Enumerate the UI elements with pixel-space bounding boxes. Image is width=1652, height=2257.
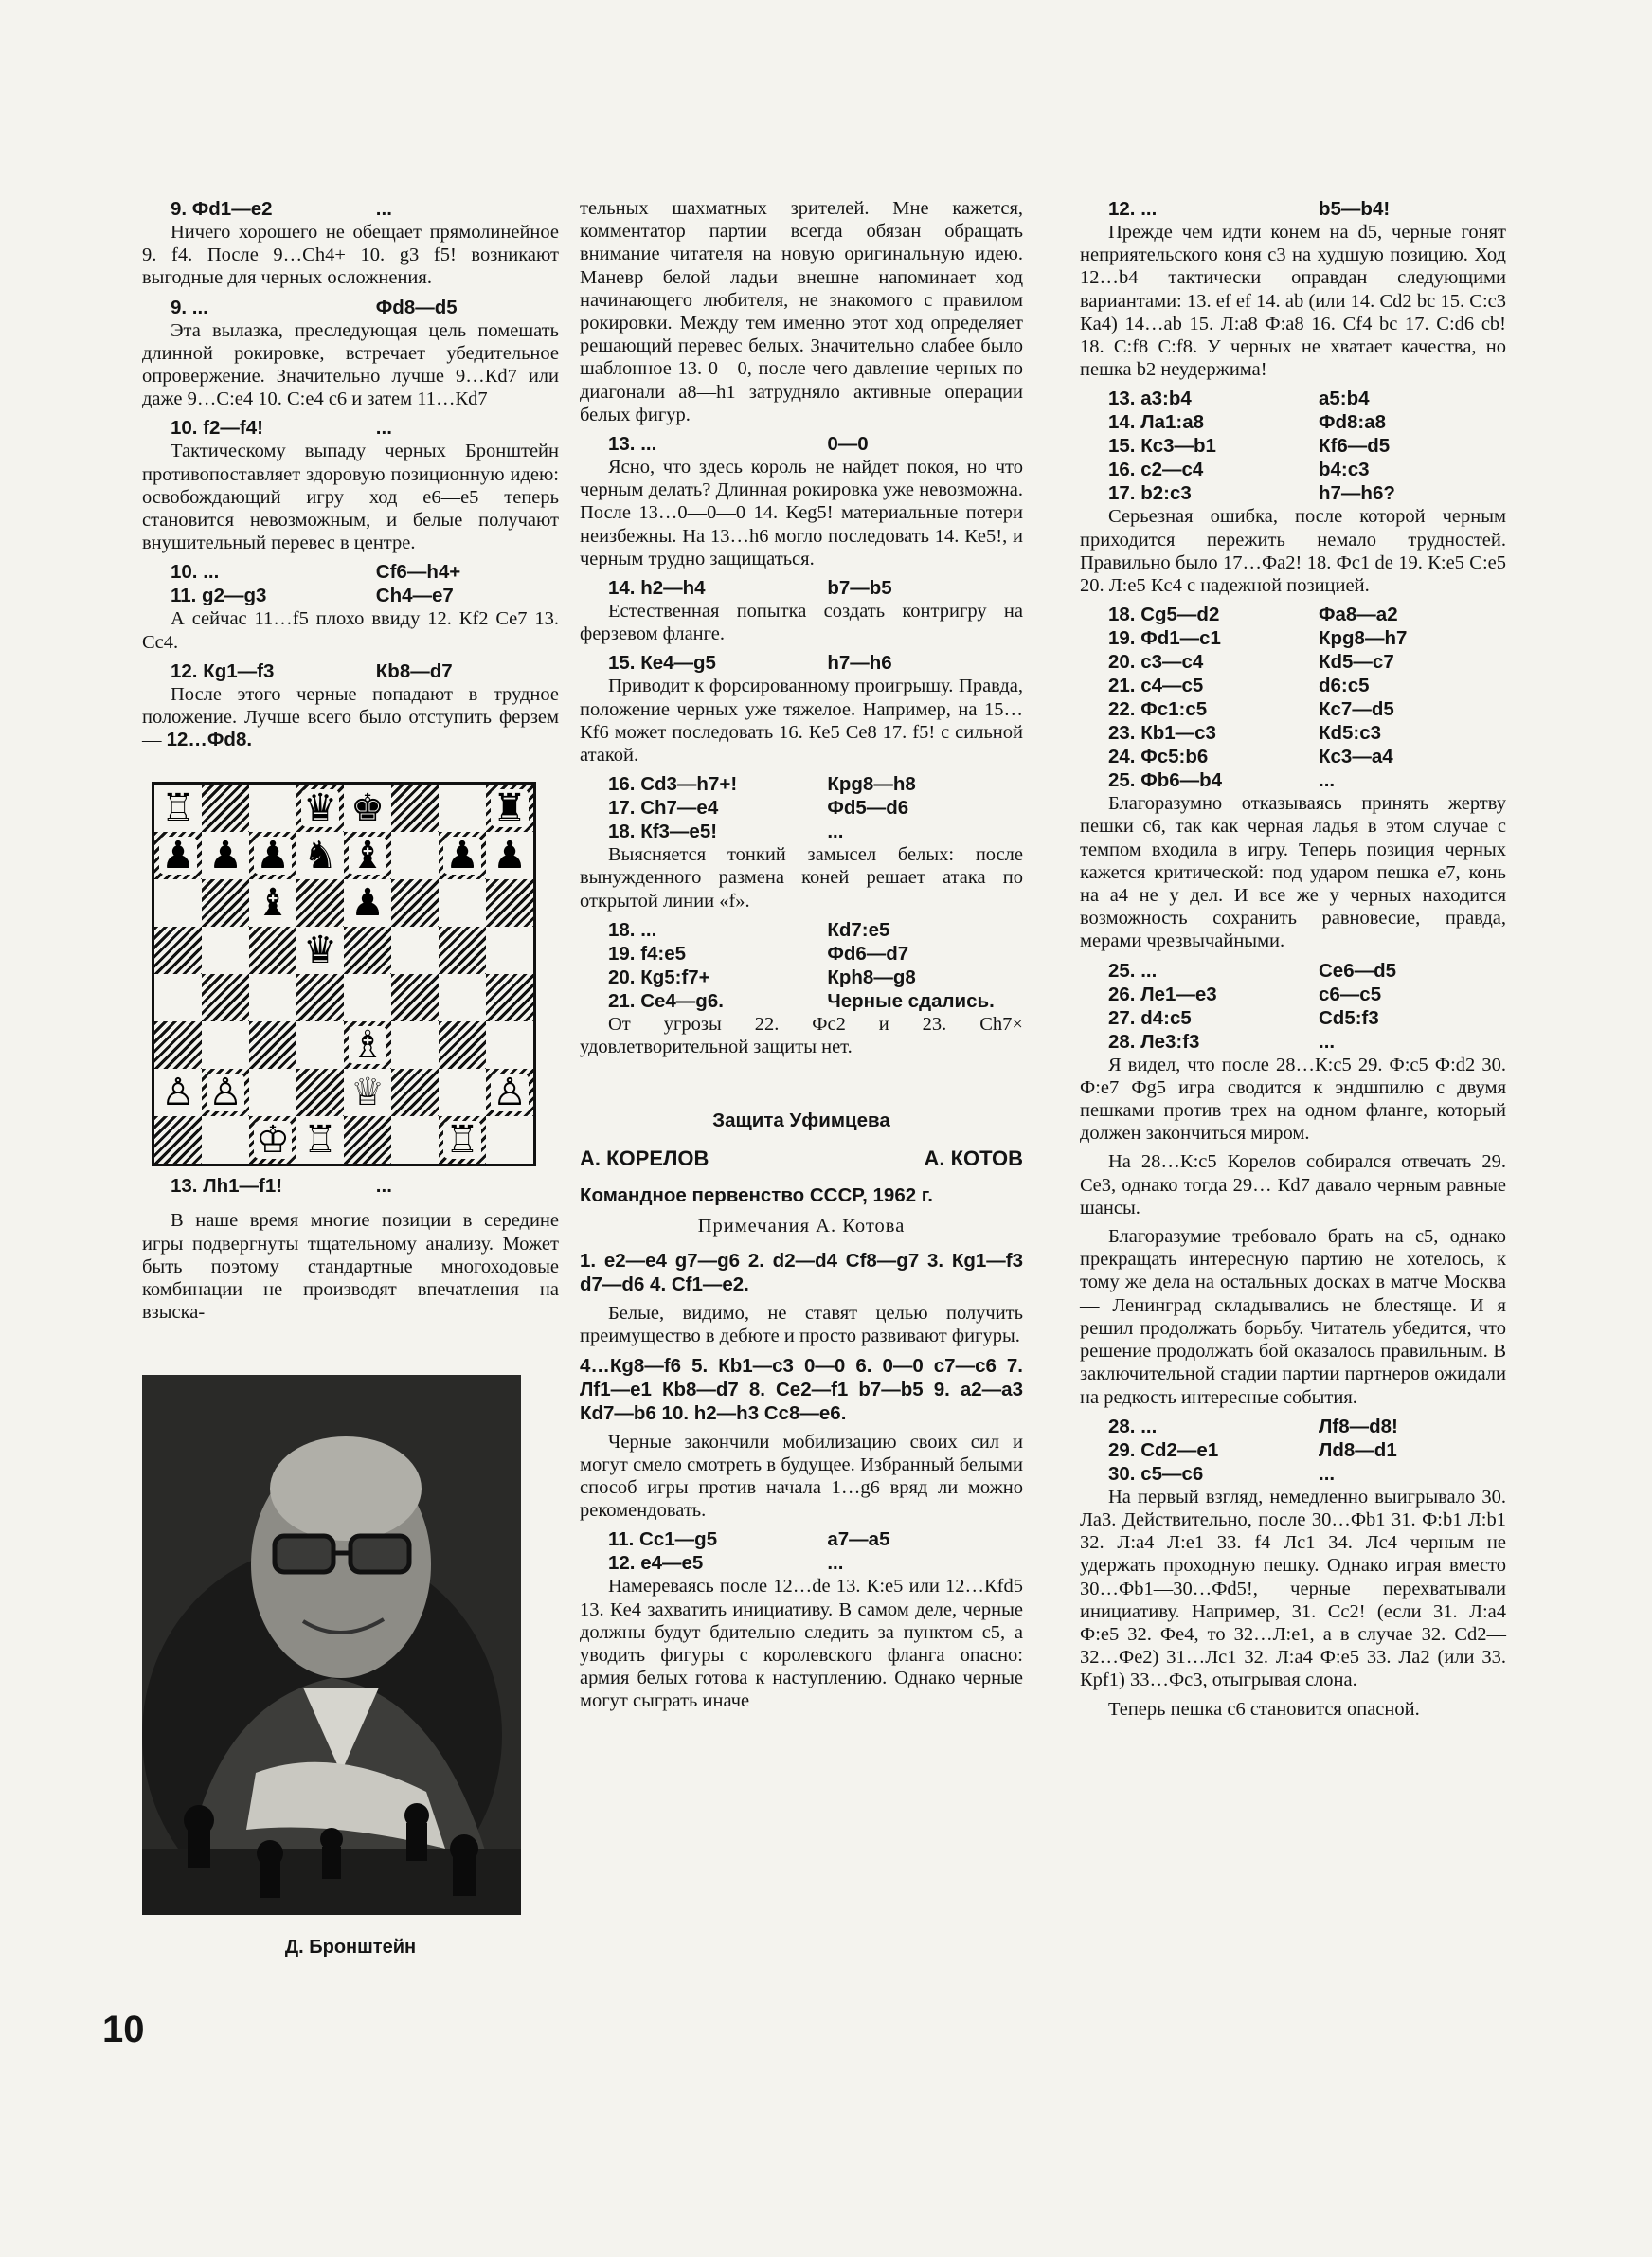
board-square (249, 974, 296, 1021)
annotation: После этого черные попадают в трудное положение. Лучше всего было отступить ферзем — 12…Фd8. (142, 683, 559, 751)
annotation: Прежде чем идти конем на d5, черные гонят неприятельского коня c3 на худшую позицию. Ход 12…b4 тактически оправдан следующими вариантами: 13. ef ef 14. ab (или 14. Сd2 bc 15. С:c3 Кa4) 14…ab 15. Л:a8 Ф:a8 16. Сf4 bc 17. С:d6 cb! 18. С:f8 С:f8. У черных не хватает качества, но пешка b2 неудержима! (1080, 222, 1506, 381)
board-square (249, 832, 296, 879)
black-pawn-icon: ♟ (445, 834, 479, 878)
move-line: 11. Сc1—g5 a7—a5 (608, 1528, 890, 1551)
board-square (202, 1069, 249, 1116)
move-line: 12. Кg1—f3 Кb8—d7 (171, 659, 453, 682)
board-square (249, 1021, 296, 1069)
board-square (344, 879, 391, 927)
move-line: 9. ... Фd8—d5 (171, 296, 458, 318)
black-rook-icon: ♜ (493, 786, 527, 831)
annotation: В наше время многие позиции в середине игры подвергнуты тщательному анализу. Может быть поэтому стандартные многоходовые комбинации не производят впечатления на взыска- (142, 1210, 559, 1324)
move-line: 19. Фd1—c1 Кpg8—h7 (1108, 627, 1408, 650)
move-line: 16. c2—c4 b4:c3 (1108, 459, 1370, 481)
portrait-illustration (142, 1375, 521, 1915)
board-square (296, 974, 344, 1021)
board-square (296, 1021, 344, 1069)
annotation: Серьезная ошибка, после которой черным приходится пережить немало трудностей. Правильно было 17…Фa2! 18. Фc1 de 19. К:e5 С:e5 20. Л:e5 Кc4 с надежной позицией. (1080, 506, 1506, 597)
board-square (249, 785, 296, 832)
board-square (296, 1069, 344, 1116)
black-pawn-icon: ♟ (493, 834, 527, 878)
board-square (154, 927, 202, 974)
move-line: 20. c3—c4 Кd5—c7 (1108, 651, 1394, 674)
black-bishop-icon: ♝ (256, 881, 290, 926)
black-queen-icon: ♛ (303, 929, 337, 973)
board-square (344, 974, 391, 1021)
move-line: 17. Сh7—e4 Фd5—d6 (608, 797, 909, 820)
board-square (296, 927, 344, 974)
move-line: 27. d4:c5 Сd5:f3 (1108, 1006, 1379, 1029)
board-square (486, 1116, 533, 1164)
board-square (391, 1069, 439, 1116)
annotation: Теперь пешка c6 становится опасной. (1108, 1698, 1420, 1720)
black-pawn-icon: ♟ (350, 881, 385, 926)
board-square (296, 832, 344, 879)
move-line: 10. ... Сf6—h4+ (171, 561, 461, 584)
board-square (391, 785, 439, 832)
annotation: Белые, видимо, не ставят целью получить преимущество в дебюте и просто развивают фигуры. (580, 1303, 1023, 1347)
black-knight-icon: ♞ (303, 834, 337, 878)
board-square (202, 785, 249, 832)
board-square (249, 1116, 296, 1164)
move-line: 22. Фc1:c5 Кc7—d5 (1108, 698, 1394, 721)
board-square (486, 832, 533, 879)
board-square (249, 927, 296, 974)
move-line: 11. g2—g3 Сh4—e7 (171, 585, 454, 607)
notes-author: Примечания А. Котова (697, 1215, 906, 1237)
board-square (344, 1021, 391, 1069)
black-pawn-icon: ♟ (161, 834, 195, 878)
move-line: 9. Фd1—e2 ... (171, 198, 392, 220)
board-square (439, 974, 486, 1021)
board-square (154, 832, 202, 879)
move-line: 13. ... 0—0 (608, 433, 869, 456)
board-square (154, 1021, 202, 1069)
move-line: 25. Фb6—b4 ... (1108, 769, 1336, 792)
board-square (154, 974, 202, 1021)
annotation: Благоразумие требовало брать на c5, однако прекращать интересную партию не хотелось, к тому же дела на остальных досках в матче Москва — Ленинград складывались не блестяще. И я решил продолжать борьбу. Читатель убедится, что решение продолжать бой оказалось правильным. В заключительной стадии партии партнеров ожидали на редкость интересные события. (1080, 1226, 1506, 1408)
black-king-icon: ♚ (350, 786, 385, 831)
board-square (391, 1021, 439, 1069)
board-square (249, 879, 296, 927)
board-square (486, 927, 533, 974)
move-line: 17. b2:c3 h7—h6? (1108, 482, 1395, 505)
annotation: Приводит к форсированному проигрышу. Правда, положение черных уже тяжелое. Например, на 15…Кf6 может последовать 16. Кe5 Сe8 17. f5! с сильной атакой. (580, 676, 1023, 767)
photo-caption: Д. Бронштейн (284, 1937, 417, 1959)
white-queen-icon: ♕ (350, 1071, 385, 1115)
board-square (391, 927, 439, 974)
board-square (391, 832, 439, 879)
board-square (486, 785, 533, 832)
move-line: 28. ... Лf8—d8! (1108, 1415, 1398, 1437)
annotation: Естественная попытка создать контригру на ферзевом фланге. (580, 601, 1023, 645)
board-square (154, 1069, 202, 1116)
annotation: Намереваясь после 12…de 13. К:e5 или 12…Кfd5 13. Кe4 захватить инициативу. В самом деле, черные должны будут бдительно следить за пунктом c5, а уводить фигуры с королевского фланга опасно: армия белых готова к наступлению. Однако черные могут сыграть иначе (580, 1576, 1023, 1712)
board-square (202, 974, 249, 1021)
board-square (202, 927, 249, 974)
annotation: Черные закончили мобилизацию своих сил и могут смело смотреть в будущее. Избранный белыми способ игры против начала 1…g6 вряд ли можно рекомендовать. (580, 1431, 1023, 1522)
players (580, 1147, 1023, 1170)
board-square (154, 879, 202, 927)
board-square (391, 879, 439, 927)
event-title: Командное первенство СССР, 1962 г. (580, 1183, 933, 1206)
move-line: 13. a3:b4 a5:b4 (1108, 388, 1370, 410)
move-line: 29. Сd2—e1 Лd8—d1 (1108, 1438, 1397, 1461)
column-3 (1080, 197, 1506, 1726)
board-square (486, 974, 533, 1021)
move-line: 15. Кc3—b1 Кf6—d5 (1108, 435, 1391, 458)
portrait-photo (142, 1375, 521, 1915)
column-1 (142, 197, 559, 1959)
white-pawn-icon: ♙ (208, 1071, 242, 1115)
move-line: 14. Лa1:a8 Фd8:a8 (1108, 411, 1387, 434)
annotation: На первый взгляд, немедленно выигрывало 30. Лa3. Действительно, после 30…Фb1 31. Ф:b1 Л:b1 32. Л:a4 Л:e1 33. f4 Лc1 34. Лc4 черным не удержать проходную пешку. Однако играя вместо 30…Фb1—30…Фd5!, черные перехватывали инициативу. Например, 31. Сc2! (если 31. Л:a4 Ф:e5 32. Фe4, то 32…Л:e1, а в случае 32. Сd2—32…Фe2) 31…Лc1 32. Л:a4 Ф:e5 33. Лa2 (или 33. Кpf1) 33…Фc3, отыгрывая слона. (1080, 1486, 1506, 1691)
board-square (249, 1069, 296, 1116)
move-line: 25. ... Сe6—d5 (1108, 959, 1397, 982)
annotation: А сейчас 11…f5 плохо ввиду 12. Кf2 Сe7 13. Сc4. (142, 608, 559, 653)
black-queen-icon: ♛ (303, 786, 337, 831)
move-line: 24. Фc5:b6 Кc3—a4 (1108, 746, 1393, 768)
board-square (391, 1116, 439, 1164)
black-pawn-icon: ♟ (256, 834, 290, 878)
white-bishop-icon: ♗ (350, 1023, 385, 1068)
move-line: 26. Лe1—e3 c6—c5 (1108, 983, 1382, 1005)
moves-paragraph: 1. e2—e4 g7—g6 2. d2—d4 Сf8—g7 3. Кg1—f3 d7—d6 4. Сf1—e2. (580, 1250, 1023, 1296)
board-square (439, 927, 486, 974)
move-line: 21. c4—c5 d6:c5 (1108, 675, 1370, 697)
move-line: 14. h2—h4 b7—b5 (608, 577, 892, 600)
annotation: Ясно, что здесь король не найдет покоя, но что черным делать? Длинная рокировка уже невозможна. После 13…0—0—0 14. Кeg5! материальные потери неизбежны. На 13…h6 могло последовать 14. Кe5!, и черным трудно защищаться. (580, 457, 1023, 569)
board-square (439, 1069, 486, 1116)
board-square (344, 927, 391, 974)
annotation: Ничего хорошего не обещает прямолинейное 9. f4. После 9…Сh4+ 10. g3 f5! возникают выгодные для черных осложнения. (142, 222, 559, 289)
move-line: 18. ... Кd7:e5 (608, 918, 890, 941)
move-line: 16. Сd3—h7+! Кpg8—h8 (608, 773, 916, 796)
diagram-caption: 13. Лh1—f1! ... (171, 1175, 392, 1198)
white-rook-icon: ♖ (445, 1118, 479, 1163)
annotation: Я видел, что после 28…К:c5 29. Ф:c5 Ф:d2 30. Ф:e7 Фg5 игра сводится к эндшпилю с двумя пешками против трех на одном фланге, который должен закончиться миром. (1080, 1054, 1506, 1145)
board-square (154, 1116, 202, 1164)
white-pawn-icon: ♙ (493, 1071, 527, 1115)
annotation: На 28…К:c5 Корелов собирался отвечать 29. Сe3, однако тогда 29… Кd7 давало черным равные шансы. (1080, 1151, 1506, 1219)
board-square (344, 1069, 391, 1116)
move-line: 12. e4—e5 ... (608, 1552, 844, 1575)
board-square (486, 1069, 533, 1116)
board-square (154, 785, 202, 832)
move-line: 30. c5—c6 ... (1108, 1462, 1336, 1485)
move-line: 21. Сe4—g6. Черные сдались. (608, 989, 995, 1012)
board-square (344, 785, 391, 832)
board-square (486, 1021, 533, 1069)
annotation: Благоразумно отказываясь принять жертву пешки c6, так как черная ладья в этом случае с темпом входила в игру. Теперь позиция черных кажется критической: под ударом пешка e7, конь на a4 не у дел. И все же у черных находится возможность сохранить равновесие, правда, мерами чрезвычайными. (1080, 793, 1506, 952)
white-rook-icon: ♖ (303, 1118, 337, 1163)
black-pawn-icon: ♟ (208, 834, 242, 878)
move-line: 19. f4:e5 Фd6—d7 (608, 942, 909, 965)
annotation: Выясняется тонкий замысел белых: после вынужденного размена коней решает атака по открытой линии «f». (580, 844, 1023, 912)
board-square (486, 879, 533, 927)
move-line: 15. Кe4—g5 h7—h6 (608, 652, 892, 675)
annotation: Эта вылазка, преследующая цель помешать длинной рокировке, встречает убедительное опровержение. Значительно лучше 9…Кd7 или даже 9…С:e4 10. С:e4 c6 и затем 11…Кd7 (142, 319, 559, 410)
annotation: Тактическому выпаду черных Бронштейн противопоставляет здоровую позиционную идею: освобождающий игру ход e6—e5 теперь становится невозможным, и белые получают внушительный перевес в центре. (142, 441, 559, 554)
opening-title: Защита Уфимцева (712, 1110, 890, 1132)
board-square (296, 1116, 344, 1164)
board-square (202, 1021, 249, 1069)
chess-diagram (152, 782, 536, 1166)
move-line: 18. Сg5—d2 Фa8—a2 (1108, 604, 1398, 626)
white-rook-icon: ♖ (161, 786, 195, 831)
board-square (439, 785, 486, 832)
move-line: 18. Кf3—e5! ... (608, 821, 844, 843)
black-player: А. КОТОВ (924, 1147, 1023, 1171)
move-line: 23. Кb1—c3 Кd5:c3 (1108, 722, 1382, 745)
board-square (344, 832, 391, 879)
board-square (202, 1116, 249, 1164)
page-number: 10 (102, 2009, 145, 2050)
board-square (439, 1116, 486, 1164)
board-square (439, 832, 486, 879)
white-pawn-icon: ♙ (161, 1071, 195, 1115)
board-square (439, 879, 486, 927)
board-square (439, 1021, 486, 1069)
annotation: От угрозы 22. Фc2 и 23. Сh7× удовлетворительной защиты нет. (580, 1013, 1023, 1058)
move-line: 10. f2—f4! ... (171, 417, 392, 440)
column-2 (580, 197, 1023, 1719)
board-square (202, 879, 249, 927)
moves-paragraph: 4…Кg8—f6 5. Кb1—c3 0—0 6. 0—0 c7—c6 7. Лf1—e1 Кb8—d7 8. Сe2—f1 b7—b5 9. a2—a3 Кd7—b6 10. h2—h3 Сc8—e6. (580, 1354, 1023, 1424)
board-square (296, 879, 344, 927)
white-player: А. КОРЕЛОВ (580, 1147, 709, 1171)
board-square (202, 832, 249, 879)
white-king-icon: ♔ (256, 1118, 290, 1163)
annotation: тельных шахматных зрителей. Мне кажется, комментатор партии всегда обязан обращать внимание читателя на новую оригинальную идею. Маневр белой ладьи внешне напоминает ход начинающего любителя, не знакомого с правилом рокировки. Между тем именно этот ход определяет решающий перевес белых. Значительно слабее было шаблонное 13. 0—0, после чего давление черных по диагонали a8—h1 затрудняло активные операции белых фигур. (580, 198, 1023, 425)
board-square (391, 974, 439, 1021)
move-line: 20. Кg5:f7+ Кph8—g8 (608, 966, 916, 988)
board-square (296, 785, 344, 832)
move-line: 12. ... b5—b4! (1108, 198, 1391, 220)
move-line: 28. Лe3:f3 ... (1108, 1030, 1336, 1053)
board-square (344, 1116, 391, 1164)
black-bishop-icon: ♝ (350, 834, 385, 878)
